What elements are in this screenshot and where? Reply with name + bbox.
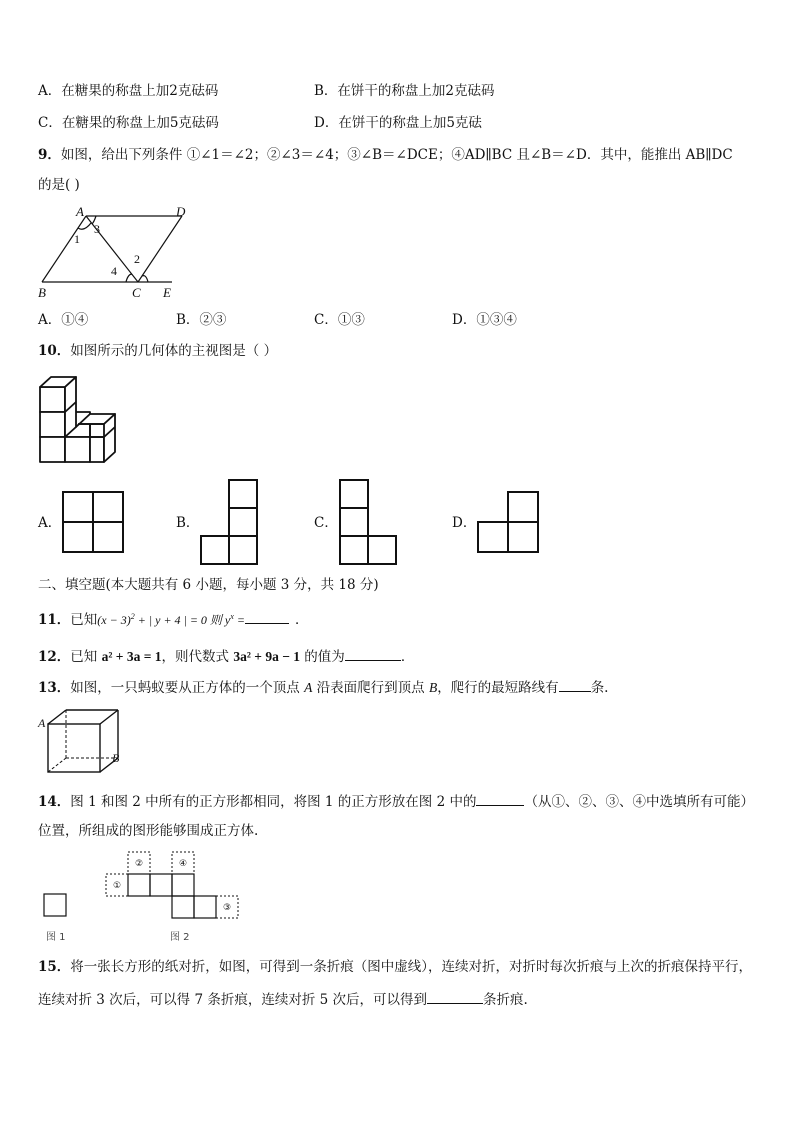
grid-square xyxy=(229,508,257,536)
option-letter: D． xyxy=(452,312,477,328)
q8-option-c xyxy=(38,114,219,132)
label-b: B xyxy=(38,285,46,300)
q14-stem-line2: 位置，所组成的图形能够围成正方体. xyxy=(38,823,259,839)
exponent: 2 xyxy=(130,612,135,621)
label-angle-1: 1 xyxy=(74,232,80,246)
mark-1: ① xyxy=(112,881,122,891)
mark-2: ② xyxy=(134,859,144,869)
question-text: 如图所示的几何体的主视图是（ ） xyxy=(70,343,278,359)
figure-2-caption: 图 2 xyxy=(170,932,190,943)
cube-face xyxy=(65,437,90,462)
option-text: ②③ xyxy=(199,312,227,328)
grid-square xyxy=(340,536,368,564)
label-c: C xyxy=(132,285,141,300)
q10-option-a-letter: A． xyxy=(38,515,62,531)
q10-option-c-figure xyxy=(339,479,399,567)
label-d: D xyxy=(176,204,186,219)
grid-square xyxy=(508,492,538,522)
figure-1-caption: 图 1 xyxy=(46,932,66,943)
vertex-label: A xyxy=(304,680,313,695)
question-text: 图 1 和图 2 中所有的正方形都相同，将图 1 的正方形放在图 2 中的 xyxy=(70,794,477,810)
segment-ab xyxy=(42,216,86,282)
option-letter: B． xyxy=(176,312,200,328)
cube-face xyxy=(40,387,65,412)
question-number: 9． xyxy=(38,147,61,163)
grid-square xyxy=(229,480,257,508)
q10-option-a-figure xyxy=(62,491,126,555)
question-text: 连续对折 3 次后，可以得 7 条折痕，连续对折 5 次后，可以得到 xyxy=(38,992,428,1008)
grid-square xyxy=(340,508,368,536)
option-text: 在糖果的称盘上加5克砝码 xyxy=(61,115,219,131)
question-number: 14． xyxy=(38,794,71,810)
cube-face xyxy=(40,437,65,462)
question-number: 12． xyxy=(38,649,71,665)
q14-stem-line1 xyxy=(38,791,754,811)
label-angle-3: 3 xyxy=(94,222,100,236)
grid-square xyxy=(508,522,538,552)
q10-option-b-letter: B． xyxy=(176,515,200,531)
q8-option-b xyxy=(314,82,495,100)
cube-face xyxy=(90,437,104,462)
q9-stem-line2: 的是( ) xyxy=(38,177,80,193)
q13-cube-figure xyxy=(38,706,128,776)
q10-option-b-figure xyxy=(200,479,260,567)
q10-solid-figure xyxy=(38,376,118,464)
question-text: 条. xyxy=(590,680,609,696)
label-angle-4: 4 xyxy=(111,264,117,278)
net-square xyxy=(172,874,194,896)
q12-stem xyxy=(38,646,414,666)
mark-4: ④ xyxy=(178,859,188,869)
answer-blank[interactable] xyxy=(245,609,289,624)
q15-stem-line2 xyxy=(38,989,528,1009)
option-letter: C． xyxy=(314,312,338,328)
answer-blank[interactable] xyxy=(427,989,483,1004)
cube-face xyxy=(40,412,65,437)
exponent: x xyxy=(230,612,234,621)
net-square xyxy=(172,896,194,918)
vertex-label: B xyxy=(428,680,438,695)
cube-edge xyxy=(100,710,118,724)
option-text: ①③④ xyxy=(476,312,517,328)
grid-square xyxy=(229,536,257,564)
option-text: 在糖果的称盘上加2克砝码 xyxy=(61,83,219,99)
expr-part: = xyxy=(233,613,245,627)
single-square xyxy=(44,894,66,916)
question-text: （从①、②、③、④中选填所有可能） xyxy=(524,794,754,810)
option-text: ①④ xyxy=(61,312,89,328)
question-text: 已知 xyxy=(70,612,98,628)
question-text: 如图，一只蚂蚁要从正方体的一个顶点 xyxy=(70,680,305,696)
q8-option-d xyxy=(314,114,482,132)
question-text: ． xyxy=(294,612,309,628)
option-letter: A． xyxy=(38,83,62,99)
question-text: 已知 xyxy=(70,649,102,665)
q13-stem xyxy=(38,677,608,697)
net-square xyxy=(150,874,172,896)
expr-part: (x − 3) xyxy=(97,613,131,627)
q10-option-c-letter: C． xyxy=(314,515,338,531)
answer-blank[interactable] xyxy=(345,646,401,661)
answer-blank[interactable] xyxy=(476,791,524,806)
question-text: 条折痕. xyxy=(483,992,528,1008)
q11-stem xyxy=(38,608,308,629)
question-text: ． xyxy=(400,649,415,665)
grid-square xyxy=(478,522,508,552)
label-a: A xyxy=(76,204,84,219)
grid-square xyxy=(340,480,368,508)
label-angle-2: 2 xyxy=(134,252,140,266)
q9-parallelogram-figure xyxy=(36,204,196,300)
q9-option-b xyxy=(176,311,226,329)
label-e: E xyxy=(163,285,171,300)
grid-square xyxy=(201,536,229,564)
net-square xyxy=(194,896,216,918)
q8-option-a xyxy=(38,82,218,100)
angle-2-arc xyxy=(142,276,148,282)
expr-part: + | y + 4 | = 0 则 y xyxy=(134,613,231,627)
q15-stem-line1 xyxy=(38,958,752,976)
question-number: 13． xyxy=(38,680,71,696)
net-square xyxy=(128,874,150,896)
cube-front-face xyxy=(48,724,100,772)
math-expression: 3a² + 9a − 1 xyxy=(233,649,301,664)
question-text: 的值为 xyxy=(300,649,345,665)
answer-blank[interactable] xyxy=(559,677,591,692)
question-text: 沿表面爬行到顶点 xyxy=(312,680,429,696)
option-text: ①③ xyxy=(337,312,365,328)
q9-option-d xyxy=(452,311,517,329)
section-title: 二、填空题(本大题共有 6 小题，每小题 3 分，共 18 分) xyxy=(38,577,379,593)
question-number: 11． xyxy=(38,612,71,628)
option-letter: B． xyxy=(314,83,338,99)
q10-stem xyxy=(38,342,277,360)
question-text: ，爬行的最短路线有 xyxy=(437,680,559,696)
label-a: A xyxy=(38,716,46,730)
q10-option-d-letter: D． xyxy=(452,515,477,531)
q9-stem-line1 xyxy=(38,146,733,164)
grid-square xyxy=(368,536,396,564)
cube-edge xyxy=(48,710,66,724)
q14-figure-2 xyxy=(106,852,246,944)
question-text: 将一张长方形的纸对折，如图，可得到一条折痕（图中虚线），连续对折，对折时每次折痕与上次的折痕保持平行， xyxy=(70,959,753,975)
angle-4-arc xyxy=(126,274,132,282)
option-letter: C． xyxy=(38,115,62,131)
option-text: 在饼干的称盘上加5克砝 xyxy=(338,115,482,131)
option-text: 在饼干的称盘上加2克砝码 xyxy=(337,83,495,99)
question-text: 如图，给出下列条件 ①∠1＝∠2；②∠3＝∠4；③∠B＝∠DCE；④AD∥BC 且∠B＝∠D．其中，能推出 AB∥DC xyxy=(60,147,733,163)
q10-option-d-figure xyxy=(477,491,541,555)
segment-dc xyxy=(138,216,182,282)
option-letter: D． xyxy=(314,115,339,131)
q9-option-c xyxy=(314,311,365,329)
q9-option-a xyxy=(38,311,88,329)
math-expression: a² + 3a = 1 xyxy=(101,649,162,664)
question-text: ，则代数式 xyxy=(161,649,234,665)
question-number: 15． xyxy=(38,959,71,975)
option-letter: A． xyxy=(38,312,62,328)
q11-expression xyxy=(97,613,245,627)
label-b: B xyxy=(112,751,120,765)
hidden-edge xyxy=(48,758,66,772)
question-number: 10． xyxy=(38,343,71,359)
q14-figure-1 xyxy=(40,892,80,944)
mark-3: ③ xyxy=(222,903,232,913)
